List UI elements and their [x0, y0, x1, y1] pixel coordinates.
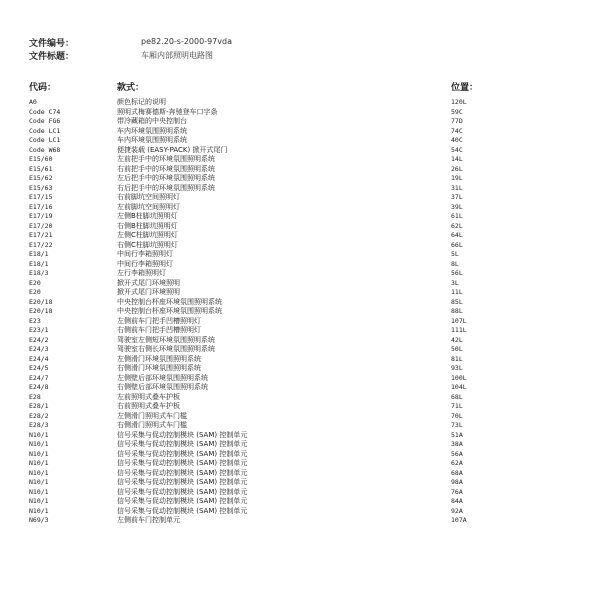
- row-position: 38A: [451, 440, 463, 448]
- table-row: [0, 193, 601, 203]
- row-description: 信号采集与促动控制模块 (SAM) 控制单元: [117, 440, 248, 448]
- row-description: 中央控制台杯座环境氛围照明系统: [117, 307, 222, 315]
- row-code: N10/1: [29, 440, 49, 448]
- row-position: 50L: [451, 345, 463, 353]
- table-row: [0, 459, 601, 469]
- row-code: N10/1: [29, 478, 49, 486]
- row-code: N10/1: [29, 506, 49, 515]
- row-description: 左侧C柱脚坑照明灯: [117, 231, 178, 239]
- table-row: [0, 307, 601, 317]
- row-code: E23/1: [29, 326, 49, 334]
- row-description: 左侧壁后部环境氛围照明系统: [117, 373, 208, 382]
- row-position: 84A: [451, 497, 463, 505]
- row-code: N10/1: [29, 449, 49, 458]
- row-position: 31L: [451, 183, 463, 192]
- row-code: E24/3: [29, 345, 49, 353]
- table-row: [0, 279, 601, 289]
- row-position: 107A: [451, 516, 467, 524]
- table-row: [0, 507, 601, 517]
- table-row: [0, 345, 601, 355]
- table-row: [0, 336, 601, 346]
- row-code: E17/22: [29, 240, 53, 249]
- row-code: E20/18: [29, 297, 53, 306]
- row-position: 74C: [451, 126, 463, 135]
- table-row: [0, 98, 601, 108]
- row-description: 左侧滑门照明式车门槛: [117, 411, 187, 420]
- table-row: [0, 250, 601, 260]
- row-position: 85L: [451, 297, 463, 306]
- row-description: 左侧滑门环境氛围照明系统: [117, 354, 201, 363]
- row-code: N10/1: [29, 497, 49, 505]
- row-code: E20: [29, 288, 41, 296]
- row-description: 信号采集与促动控制模块 (SAM) 控制单元: [117, 478, 248, 486]
- table-row: [0, 450, 601, 460]
- row-code: Code FG6: [29, 117, 61, 125]
- row-position: 26L: [451, 164, 463, 173]
- row-position: 56L: [451, 269, 463, 277]
- table-row: [0, 516, 601, 526]
- row-description: 右前把手中的环境氛围照明系统: [117, 164, 215, 173]
- row-code: E24/7: [29, 373, 49, 382]
- doc-title-value: 车厢内部照明电路图: [141, 51, 213, 60]
- row-position: 81L: [451, 354, 463, 363]
- table-row: [0, 440, 601, 450]
- row-position: 61L: [451, 212, 463, 220]
- doc-title-label: 文件标题：: [29, 52, 75, 62]
- row-position: 120L: [451, 98, 467, 106]
- row-description: 掀开式尾门环境照明: [117, 288, 180, 296]
- row-description: 左前照明式叠车护板: [117, 392, 180, 401]
- table-row: [0, 355, 601, 365]
- row-description: 信号采集与促动控制模块 (SAM) 控制单元: [117, 506, 248, 515]
- row-position: 54C: [451, 145, 463, 154]
- table-row: [0, 127, 601, 137]
- row-description: 掀开式尾门环境照明: [117, 278, 180, 287]
- row-description: 右前照明式叠车护板: [117, 402, 180, 410]
- row-code: E15/60: [29, 155, 53, 163]
- row-code: E15/62: [29, 174, 53, 182]
- row-position: 8L: [451, 259, 459, 268]
- row-position: 76A: [451, 487, 463, 496]
- row-code: E28: [29, 392, 41, 401]
- row-description: 信号采集与促动控制模块 (SAM) 控制单元: [117, 430, 248, 439]
- row-position: 64L: [451, 231, 463, 239]
- row-position: 62A: [451, 459, 463, 467]
- row-description: 信号采集与促动控制模块 (SAM) 控制单元: [117, 497, 248, 505]
- row-position: 51A: [451, 430, 463, 439]
- row-description: 左前脚坑空间照明灯: [117, 202, 180, 211]
- row-description: 右侧B柱脚坑照明灯: [117, 221, 178, 230]
- row-code: E24/4: [29, 354, 49, 363]
- row-code: E18/1: [29, 250, 49, 258]
- row-position: 111L: [451, 326, 467, 334]
- row-position: 62L: [451, 221, 463, 230]
- column-header-position: 位置：: [451, 83, 479, 93]
- row-position: 100L: [451, 373, 467, 382]
- table-row: [0, 317, 601, 327]
- row-description: 带冷藏箱的中央控制台: [117, 117, 187, 125]
- row-position: 98A: [451, 478, 463, 486]
- row-position: 70L: [451, 411, 463, 420]
- table-row: [0, 431, 601, 441]
- row-position: 19L: [451, 174, 463, 182]
- row-description: 左侧前车门把手凹槽照明灯: [117, 316, 201, 325]
- table-row: [0, 288, 601, 298]
- row-description: 右侧C柱脚坑照明灯: [117, 240, 178, 249]
- row-description: 中间行李箱照明灯: [117, 259, 173, 268]
- row-description: 左前把手中的环境氛围照明系统: [117, 155, 215, 163]
- row-code: E17/15: [29, 193, 53, 201]
- row-position: 92A: [451, 506, 463, 515]
- row-description: 右侧壁后部环境氛围照明系统: [117, 383, 208, 391]
- table-row: [0, 222, 601, 232]
- row-position: 107L: [451, 316, 467, 325]
- row-code: E28/2: [29, 411, 49, 420]
- row-description: 信号采集与促动控制模块 (SAM) 控制单元: [117, 468, 248, 477]
- row-description: 车内环境氛围照明系统: [117, 136, 187, 144]
- row-code: E17/19: [29, 212, 53, 220]
- table-row: [0, 241, 601, 251]
- table-row: [0, 488, 601, 498]
- row-code: Code LC1: [29, 136, 61, 144]
- row-code: Code W68: [29, 145, 61, 154]
- table-row: [0, 269, 601, 279]
- row-code: E15/61: [29, 164, 53, 173]
- table-row: [0, 165, 601, 175]
- table-row: [0, 421, 601, 431]
- row-description: 车内环境氛围照明系统: [117, 126, 187, 135]
- row-description: 信号采集与促动控制模块 (SAM) 控制单元: [117, 487, 248, 496]
- table-row: [0, 374, 601, 384]
- row-code: E15/63: [29, 183, 53, 192]
- row-code: Code LC1: [29, 126, 61, 135]
- row-description: 左行李箱照明灯: [117, 269, 166, 277]
- row-description: 左侧B柱脚坑照明灯: [117, 212, 178, 220]
- row-position: 56A: [451, 449, 463, 458]
- row-code: E17/16: [29, 202, 53, 211]
- row-description: 中央控制台杯座环境氛围照明系统: [117, 297, 222, 306]
- table-row: [0, 326, 601, 336]
- table-row: [0, 155, 601, 165]
- row-position: 11L: [451, 288, 463, 296]
- row-description: 信号采集与促动控制模块 (SAM) 控制单元: [117, 459, 248, 467]
- row-description: 颜色标记的说明: [117, 98, 166, 106]
- table-row: [0, 412, 601, 422]
- doc-number-label: 文件编号：: [29, 39, 75, 49]
- row-position: 3L: [451, 278, 459, 287]
- row-description: 右侧滑门环境氛围照明系统: [117, 364, 201, 372]
- row-code: N10/1: [29, 487, 49, 496]
- row-description: 驾驶室左侧短环境氛围照明系统: [117, 335, 215, 344]
- row-description: 右侧滑门照明式车门槛: [117, 421, 187, 429]
- row-description: 照明式梅赛德斯-奔驰登车口字条: [117, 107, 218, 116]
- row-position: 73L: [451, 421, 463, 429]
- row-description: 中间行李箱照明灯: [117, 250, 173, 258]
- table-row: [0, 136, 601, 146]
- row-code: E20/18: [29, 307, 53, 315]
- row-code: N10/1: [29, 430, 49, 439]
- row-position: 59C: [451, 107, 463, 116]
- row-code: E24/5: [29, 364, 49, 372]
- table-row: [0, 108, 601, 118]
- table-row: [0, 364, 601, 374]
- row-description: 右侧前车门把手凹槽照明灯: [117, 326, 201, 334]
- table-row: [0, 184, 601, 194]
- row-description: 信号采集与促动控制模块 (SAM) 控制单元: [117, 449, 248, 458]
- table-row: [0, 298, 601, 308]
- row-description: 右前脚坑空间照明灯: [117, 193, 180, 201]
- row-code: E17/21: [29, 231, 53, 239]
- row-position: 93L: [451, 364, 463, 372]
- row-position: 40C: [451, 136, 463, 144]
- column-header-code: 代码：: [29, 83, 57, 93]
- row-description: 左后把手中的环境氛围照明系统: [117, 174, 215, 182]
- row-code: E23: [29, 316, 41, 325]
- row-code: E18/1: [29, 259, 49, 268]
- row-position: 14L: [451, 155, 463, 163]
- row-code: E28/3: [29, 421, 49, 429]
- row-code: N69/3: [29, 516, 49, 524]
- row-position: 88L: [451, 307, 463, 315]
- row-position: 37L: [451, 193, 463, 201]
- row-position: 42L: [451, 335, 463, 344]
- row-position: 68L: [451, 392, 463, 401]
- table-row: [0, 393, 601, 403]
- row-position: 39L: [451, 202, 463, 211]
- row-description: 右后把手中的环境氛围照明系统: [117, 183, 215, 192]
- table-row: [0, 478, 601, 488]
- row-code: E28/1: [29, 402, 49, 410]
- table-row: [0, 469, 601, 479]
- table-row: [0, 231, 601, 241]
- row-code: E24/8: [29, 383, 49, 391]
- component-list: [0, 98, 601, 526]
- row-description: 左侧前车门控制单元: [117, 516, 180, 524]
- table-row: [0, 383, 601, 393]
- row-code: Code C74: [29, 107, 61, 116]
- row-description: 驾驶室右侧长环境氛围照明系统: [117, 345, 215, 353]
- row-code: E18/3: [29, 269, 49, 277]
- row-code: E20: [29, 278, 41, 287]
- row-description: 便捷装载 (EASY-PACK) 掀开式尾门: [117, 145, 228, 154]
- table-row: [0, 402, 601, 412]
- row-position: 104L: [451, 383, 467, 391]
- row-position: 5L: [451, 250, 459, 258]
- row-position: 71L: [451, 402, 463, 410]
- table-row: [0, 146, 601, 156]
- column-header-style: 款式：: [117, 83, 145, 93]
- row-position: 77D: [451, 117, 463, 125]
- table-row: [0, 174, 601, 184]
- table-row: [0, 497, 601, 507]
- row-position: 68A: [451, 468, 463, 477]
- table-row: [0, 260, 601, 270]
- doc-number-value: pe82.20-s-2000-97vda: [141, 37, 232, 46]
- table-row: [0, 117, 601, 127]
- row-code: N10/1: [29, 468, 49, 477]
- table-row: [0, 203, 601, 213]
- row-code: N10/1: [29, 459, 49, 467]
- row-code: A0: [29, 98, 37, 106]
- row-code: E17/20: [29, 221, 53, 230]
- row-position: 66L: [451, 240, 463, 249]
- table-row: [0, 212, 601, 222]
- row-code: E24/2: [29, 335, 49, 344]
